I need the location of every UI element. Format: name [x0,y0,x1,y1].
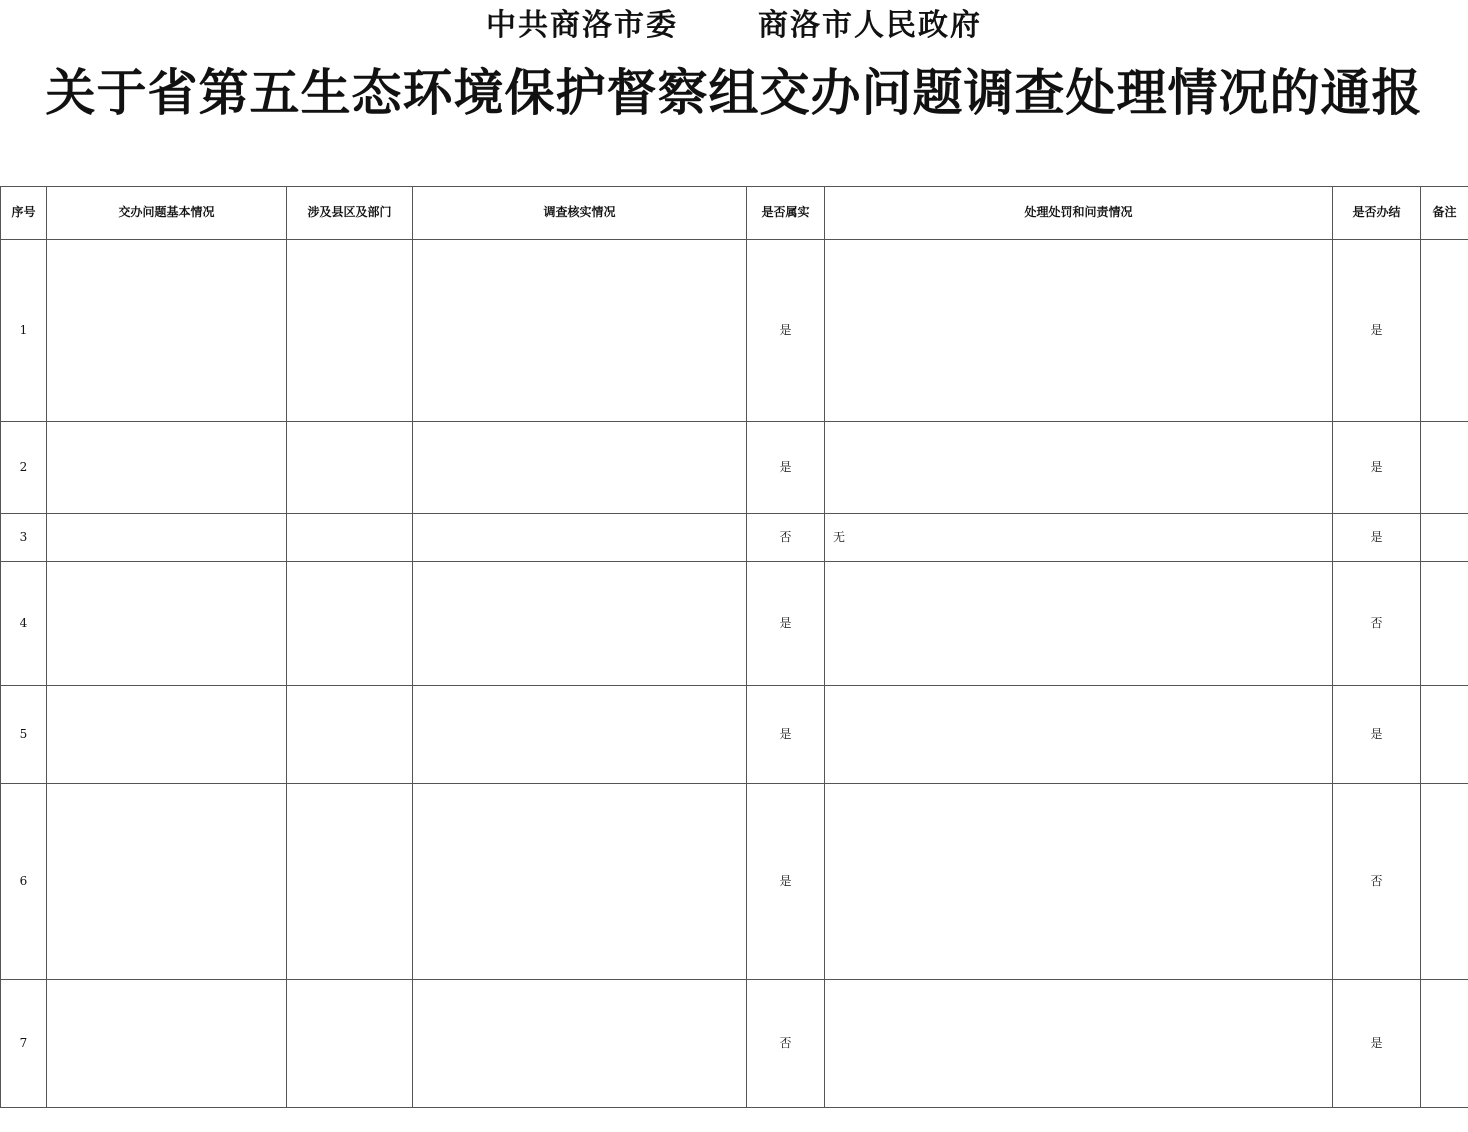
row-true: 否 [747,514,825,562]
row-no: 5 [1,686,47,784]
col-header-dept: 涉及县区及部门 [287,187,413,240]
org-party-committee: 中共商洛市委 [486,8,678,43]
row-no: 7 [1,980,47,1108]
row-closed: 是 [1333,422,1421,514]
row-basic [47,980,287,1108]
table-row [1,514,1468,562]
col-header-note: 备注 [1421,187,1468,240]
row-closed: 否 [1333,784,1421,980]
issuing-organizations [0,0,1468,44]
row-closed: 是 [1333,514,1421,562]
table-row [1,562,1468,686]
row-true: 是 [747,784,825,980]
row-true: 是 [747,422,825,514]
row-dept [287,422,413,514]
row-note [1421,686,1468,784]
row-dept [287,980,413,1108]
table-row [1,784,1468,980]
report-table [0,186,1468,1108]
row-basic [47,514,287,562]
col-header-true: 是否属实 [747,187,825,240]
row-no: 4 [1,562,47,686]
row-no: 6 [1,784,47,980]
row-investigation [413,686,747,784]
page-title: 关于省第五生态环境保护督察组交办问题调查处理情况的通报 [45,64,1423,122]
row-closed: 是 [1333,240,1421,422]
row-no: 2 [1,422,47,514]
row-true: 否 [747,980,825,1108]
row-basic [47,240,287,422]
col-header-no: 序号 [1,187,47,240]
row-handling [825,980,1333,1108]
table-row [1,686,1468,784]
row-investigation [413,784,747,980]
row-dept [287,784,413,980]
row-handling [825,422,1333,514]
row-handling [825,686,1333,784]
row-investigation [413,422,747,514]
row-no: 1 [1,240,47,422]
table-row [1,240,1468,422]
row-true: 是 [747,240,825,422]
col-header-closed: 是否办结 [1333,187,1421,240]
row-note [1421,980,1468,1108]
row-investigation [413,562,747,686]
row-note [1421,784,1468,980]
footer-contact-info [22,1108,1452,1130]
col-header-basic: 交办问题基本情况 [47,187,287,240]
table-header-row [1,187,1468,240]
col-header-handling: 处理处罚和问责情况 [825,187,1333,240]
row-basic [47,686,287,784]
row-note [1421,422,1468,514]
col-header-investigation: 调查核实情况 [413,187,747,240]
row-handling [825,784,1333,980]
table-row [1,980,1468,1108]
row-dept [287,562,413,686]
row-dept [287,240,413,422]
row-handling [825,240,1333,422]
intro-paragraph [30,134,1450,158]
row-handling: 无 [825,514,1333,562]
row-note [1421,240,1468,422]
row-closed: 否 [1333,562,1421,686]
row-closed: 是 [1333,980,1421,1108]
row-dept [287,514,413,562]
row-investigation [413,240,747,422]
row-basic [47,562,287,686]
row-handling [825,562,1333,686]
row-investigation [413,980,747,1108]
row-investigation [413,514,747,562]
row-basic [47,422,287,514]
row-note [1421,514,1468,562]
table-row [1,422,1468,514]
row-true: 是 [747,686,825,784]
row-no: 3 [1,514,47,562]
row-closed: 是 [1333,686,1421,784]
row-note [1421,562,1468,686]
row-dept [287,686,413,784]
org-government: 商洛市人民政府 [758,8,982,43]
row-true: 是 [747,562,825,686]
row-basic [47,784,287,980]
